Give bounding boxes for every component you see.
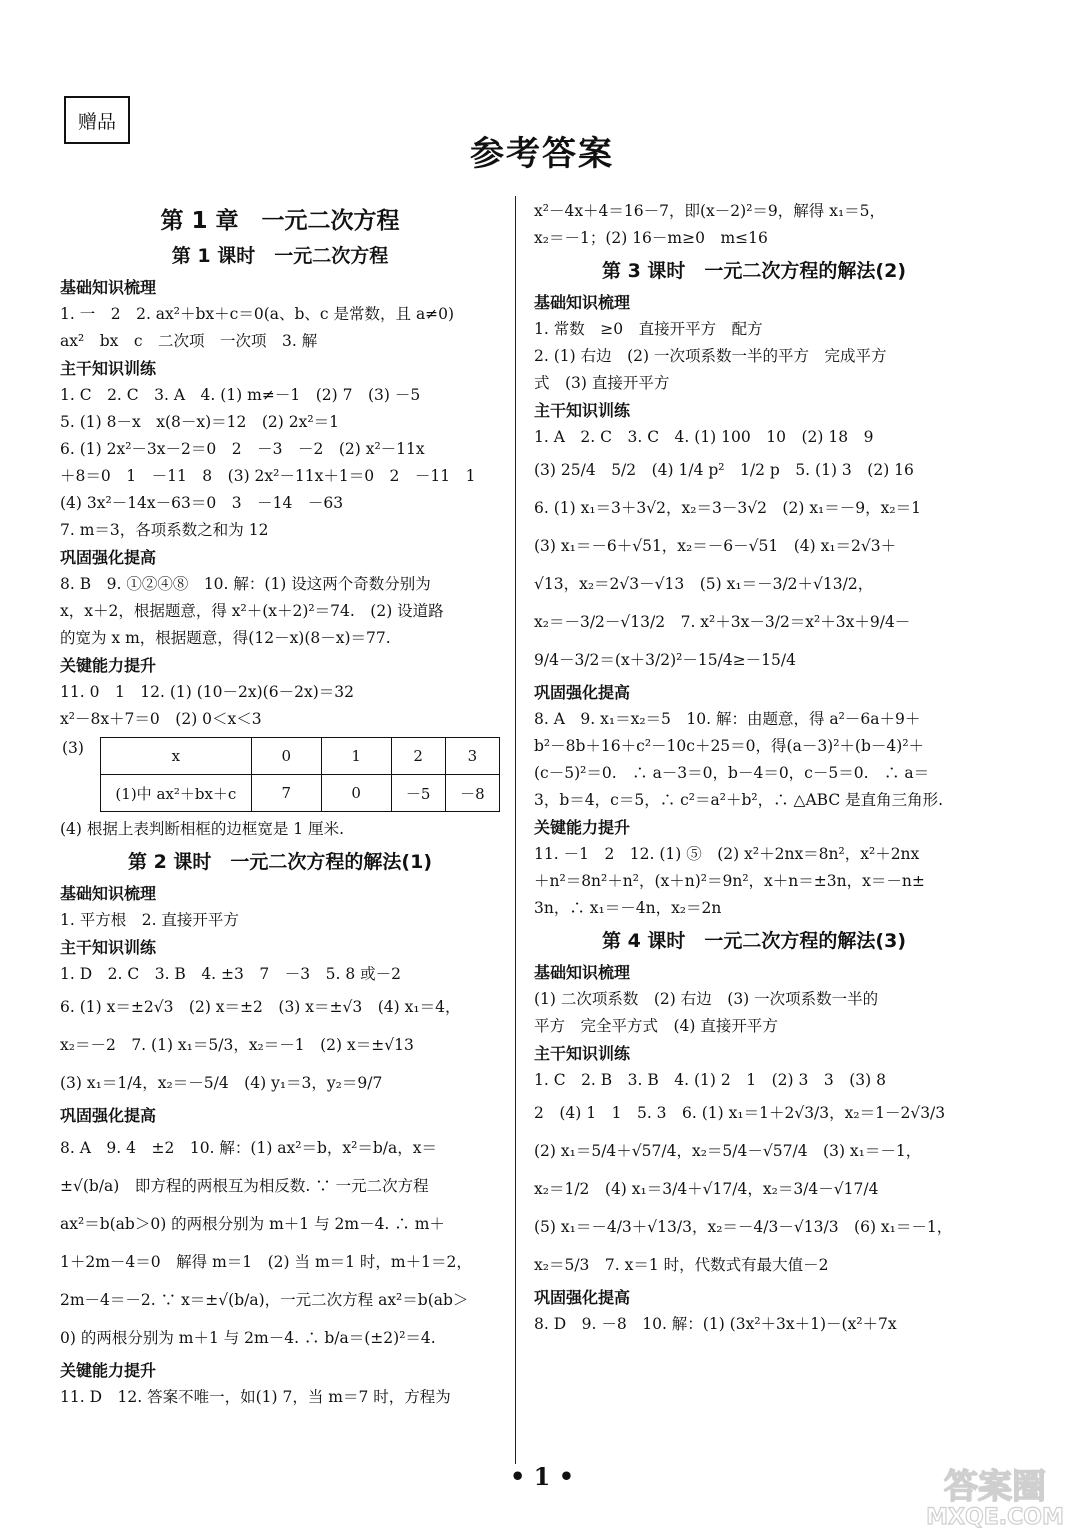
table-row [101,775,500,812]
lesson-2-heading: 第 2 课时 一元二次方程的解法(1) [127,851,433,873]
answer-line: x₂＝－1；(2) 16－m≥0 m≤16 [534,229,768,247]
answer-line: 0) 的两根分别为 m＋1 与 2m－4. ∴ b/a＝(±2)²＝4. [60,1329,436,1347]
page-number: • 1 • [509,1462,575,1491]
answer-line: (3) x₁＝－6＋√51，x₂＝－6－√51 (4) x₁＝2√3＋ [534,537,897,555]
answer-line: 2. (1) 右边 (2) 一次项系数一半的平方 完成平方 [534,347,887,365]
answer-line: x²－4x＋4＝16－7，即(x－2)²＝9，解得 x₁＝5， [534,202,886,220]
lesson-4-heading: 第 4 课时 一元二次方程的解法(3) [601,930,907,952]
answer-line: ＋n²＝8n²＋n²，(x＋n)²＝9n²，x＋n＝±3n，x＝－n± [534,872,925,890]
section-heading: 主干知识训练 [60,359,157,378]
section-heading: 关键能力提升 [534,818,631,837]
table-cell: 0 [321,775,391,812]
answer-line: (2) x₁＝5/4＋√57/4，x₂＝5/4－√57/4 (3) x₁＝－1， [534,1142,922,1160]
answer-line: 9/4－3/2＝(x＋3/2)²－15/4≥－15/4 [534,651,796,669]
answer-line: 11. －1 2 12. (1) ⑤ (2) x²＋2nx＝8n²，x²＋2nx [534,845,920,863]
answer-line: 6. (1) 2x²－3x－2＝0 2 －3 －2 (2) x²－11x [60,440,425,458]
answer-line: 1. D 2. C 3. B 4. ±3 7 －3 5. 8 或－2 [60,965,401,983]
table-cell: 7 [251,775,321,812]
section-heading: 关键能力提升 [60,656,157,675]
section-heading: 主干知识训练 [534,401,631,420]
answer-table [100,737,500,812]
section-heading: 巩固强化提高 [534,1288,631,1307]
section-heading: 基础知识梳理 [60,884,157,903]
answer-table-block [60,737,500,812]
answer-line: 平方 完全平方式 (4) 直接开平方 [534,1017,778,1035]
lesson-3-heading: 第 3 课时 一元二次方程的解法(2) [601,260,907,282]
table-header-row [101,738,500,775]
answer-line: 1. 一 2 2. ax²＋bx＋c＝0(a、b、c 是常数，且 a≠0) [60,305,455,323]
answer-line: 5. (1) 8－x x(8－x)＝12 (2) 2x²＝1 [60,413,339,431]
answer-line: 3n，∴ x₁＝－4n，x₂＝2n [534,899,722,917]
answer-line: x₂＝1/2 (4) x₁＝3/4＋√17/4，x₂＝3/4－√17/4 [534,1180,879,1198]
answer-line: 8. A 9. 4 ±2 10. 解：(1) ax²＝b，x²＝b/a，x＝ [60,1139,437,1157]
section-heading: 主干知识训练 [60,938,157,957]
table-label: (3) [62,739,84,757]
gift-label: 赠品 [64,96,130,144]
answer-line: 的宽为 x m，根据题意，得(12－x)(8－x)＝77. [60,629,391,647]
answer-line: x₂＝－2 7. (1) x₁＝5/3，x₂＝－1 (2) x＝±√13 [60,1036,414,1054]
column-divider [515,196,516,1464]
answer-line: 式 (3) 直接开平方 [534,374,670,392]
answer-line: (5) x₁＝－4/3＋√13/3，x₂＝－4/3－√13/3 (6) x₁＝－1， [534,1218,953,1236]
answer-line: 2m－4＝－2. ∵ x＝±√(b/a)，一元二次方程 ax²＝b(ab＞ [60,1291,469,1309]
table-cell: －5 [391,775,445,812]
answer-line: (1) 二次项系数 (2) 右边 (3) 一次项系数一半的 [534,990,879,1008]
answer-line: (4) 3x²－14x－63＝0 3 －14 －63 [60,494,344,512]
answer-line: x²－8x＋7＝0 (2) 0＜x＜3 [60,710,262,728]
table-cell: 1 [321,738,391,775]
answer-line: 7. m＝3，各项系数之和为 12 [60,521,269,539]
chapter-heading: 第 1 章 一元二次方程 [160,208,400,234]
answer-line: √13，x₂＝2√3－√13 (5) x₁＝－3/2＋√13/2， [534,575,874,593]
table-cell: 0 [251,738,321,775]
answer-line: ax²＝b(ab＞0) 的两根分别为 m＋1 与 2m－4. ∴ m＋ [60,1215,445,1233]
answer-line: 8. A 9. x₁＝x₂＝5 10. 解：由题意，得 a²－6a＋9＋ [534,710,921,728]
answer-line: 1. C 2. B 3. B 4. (1) 2 1 (2) 3 3 (3) 8 [534,1071,886,1089]
answer-line: 8. D 9. －8 10. 解：(1) (3x²＋3x＋1)－(x²＋7x [534,1315,897,1333]
watermark-logo [920,1460,1070,1530]
lesson-1-heading: 第 1 课时 一元二次方程 [171,245,389,267]
section-heading: 主干知识训练 [534,1044,631,1063]
watermark-text: 答案圈 [944,1467,1046,1507]
section-heading: 巩固强化提高 [534,683,631,702]
answer-line: 1. 常数 ≥0 直接开平方 配方 [534,320,763,338]
answer-line: x，x＋2，根据题意，得 x²＋(x＋2)²＝74. (2) 设道路 [60,602,444,620]
answer-line: (4) 根据上表判断相框的边框宽是 1 厘米. [60,820,345,838]
answer-line: 6. (1) x₁＝3＋3√2，x₂＝3－3√2 (2) x₁＝－9，x₂＝1 [534,499,921,517]
page-title: 参考答案 [470,134,614,174]
answer-line: 11. 0 1 12. (1) (10－2x)(6－2x)＝32 [60,683,354,701]
answer-line: b²－8b＋16＋c²－10c＋25＝0，得(a－3)²＋(b－4)²＋ [534,737,925,755]
table-cell: －8 [445,775,499,812]
answer-line: 2 (4) 1 1 5. 3 6. (1) x₁＝1＋2√3/3，x₂＝1－2√3/3 [534,1104,946,1122]
watermark-url: MXQE.COM [926,1505,1064,1530]
table-cell: 3 [445,738,499,775]
answer-line: 8. B 9. ①②④⑧ 10. 解：(1) 设这两个奇数分别为 [60,575,431,593]
table-cell: x [101,738,252,775]
answer-line: (3) x₁＝1/4，x₂＝－5/4 (4) y₁＝3，y₂＝9/7 [60,1074,383,1092]
answer-line: x₂＝－3/2－√13/2 7. x²＋3x－3/2＝x²＋3x＋9/4－ [534,613,911,631]
answer-line: 6. (1) x＝±2√3 (2) x＝±2 (3) x＝±√3 (4) x₁＝4， [60,998,461,1016]
answer-line: 1＋2m－4＝0 解得 m＝1 (2) 当 m＝1 时，m＋1＝2， [60,1253,472,1271]
answer-line: ax² bx c 二次项 一次项 3. 解 [60,332,318,350]
answer-line: 11. D 12. 答案不唯一，如(1) 7，当 m＝7 时，方程为 [60,1388,451,1406]
section-heading: 基础知识梳理 [534,293,631,312]
section-heading: 基础知识梳理 [60,278,157,297]
section-heading: 巩固强化提高 [60,1106,157,1125]
table-cell: (1)中 ax²＋bx＋c [101,775,252,812]
section-heading: 基础知识梳理 [534,963,631,982]
answer-line: ＋8＝0 1 －11 8 (3) 2x²－11x＋1＝0 2 －11 1 [60,467,476,485]
answer-line: 1. A 2. C 3. C 4. (1) 100 10 (2) 18 9 [534,428,874,446]
right-column [534,198,974,1338]
answer-line: ±√(b/a) 即方程的两根互为相反数. ∵ 一元二次方程 [60,1177,429,1195]
answer-line: 1. 平方根 2. 直接开平方 [60,911,239,929]
left-column [60,198,500,1411]
section-heading: 关键能力提升 [60,1361,157,1380]
answer-line: 1. C 2. C 3. A 4. (1) m≠－1 (2) 7 (3) －5 [60,386,421,404]
section-heading: 巩固强化提高 [60,548,157,567]
answer-line: 3，b＝4，c＝5，∴ c²＝a²＋b²，∴ △ABC 是直角三角形. [534,791,944,809]
table-cell: 2 [391,738,445,775]
answer-line: (3) 25/4 5/2 (4) 1/4 p² 1/2 p 5. (1) 3 (2) 16 [534,461,914,479]
answer-line: (c－5)²＝0. ∴ a－3＝0，b－4＝0，c－5＝0. ∴ a＝ [534,764,930,782]
answer-line: x₂＝5/3 7. x＝1 时，代数式有最大值－2 [534,1256,829,1274]
